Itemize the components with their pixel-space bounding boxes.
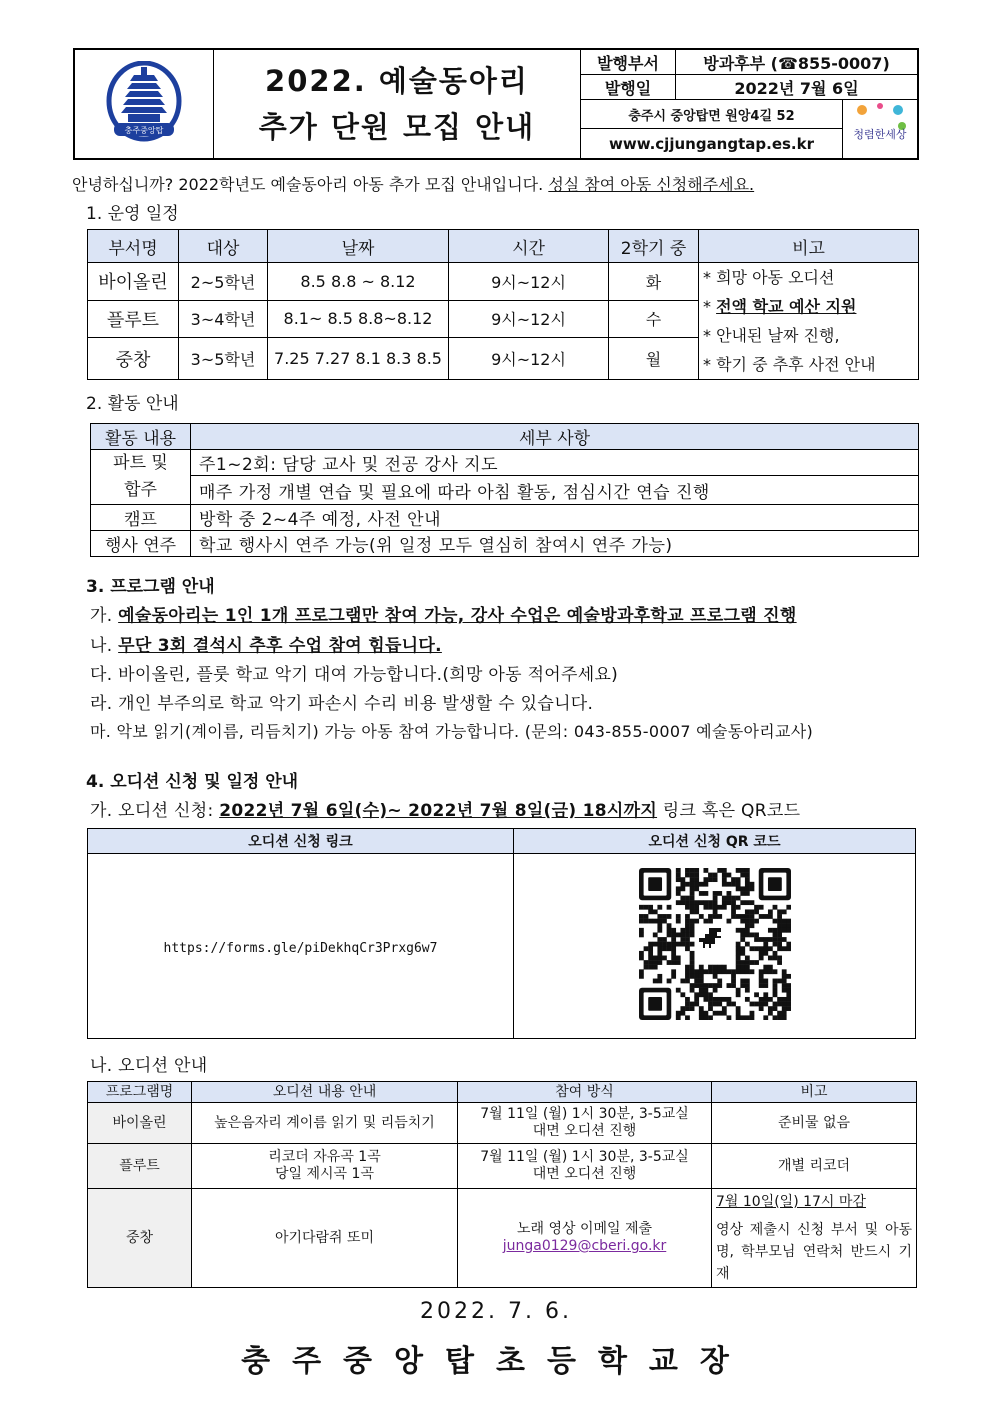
link-header: 오디션 신청 링크 <box>88 829 514 854</box>
schedule-header: 비고 <box>699 230 919 263</box>
program-item <box>90 660 618 685</box>
intro-text <box>72 172 754 195</box>
apply-suffix: 링크 혹은 QR코드 <box>657 801 801 821</box>
table-row <box>88 263 919 301</box>
audition-method <box>458 1189 712 1288</box>
item-prefix: 다. <box>90 665 119 685</box>
page-title-line1: 2022. 예술동아리 <box>265 64 529 98</box>
program-name: 중창 <box>88 1189 192 1288</box>
link-cell <box>88 854 514 1039</box>
school-logo-icon <box>106 61 182 143</box>
integrity-badge-icon <box>850 100 910 154</box>
method-line: 노래 영상 이메일 제출 <box>516 1221 653 1237</box>
intro-body: 안녕하십니까? 2022학년도 예술동아리 아동 추가 모집 안내입니다. <box>72 175 549 194</box>
time: 9시~12시 <box>449 338 609 380</box>
schedule-header: 시간 <box>449 230 609 263</box>
qr-code-icon[interactable] <box>639 868 791 1020</box>
schedule-header: 날짜 <box>268 230 449 263</box>
schedule-header: 2학기 중 <box>609 230 699 263</box>
content-line: 리코더 자유곡 1곡 <box>268 1149 381 1165</box>
item-text: 개인 부주의로 학교 악기 파손시 수리 비용 발생할 수 있습니다. <box>118 694 594 714</box>
dates: 8.1~ 8.5 8.8~8.12 <box>268 300 449 338</box>
activity-detail: 방학 중 2~4주 예정, 사전 안내 <box>191 505 919 531</box>
integrity-badge-cell <box>843 100 919 160</box>
issue-date: 2022. 7. 6. <box>420 1299 572 1324</box>
audition-content: 아기다람쥐 또미 <box>192 1189 458 1288</box>
activity-detail: 주1~2회: 담당 교사 및 전공 강사 지도 <box>191 450 919 476</box>
badge-text: 청렴한세상 <box>853 128 907 141</box>
apply-prefix: 가. 오디션 신청: <box>90 801 220 821</box>
activity-header: 세부 사항 <box>191 424 919 450</box>
dates: 7.25 7.27 8.1 8.3 8.5 <box>268 338 449 380</box>
audition-note: 준비물 없음 <box>712 1103 917 1144</box>
activity-label: 캠프 <box>91 505 191 531</box>
semester2-day: 화 <box>609 263 699 301</box>
school-signature: 충주중앙탑초등학교장 <box>241 1344 751 1379</box>
note-line: * 희망 아동 오디션 <box>703 268 835 287</box>
date-label: 발행일 <box>581 75 676 100</box>
deadline: 7월 10일(일) 17시 마감 <box>716 1194 866 1210</box>
audition-link-table <box>87 828 916 1039</box>
dept-value: 방과후부 (☎855-0007) <box>676 49 919 75</box>
email-link[interactable]: junga0129@cberi.go.kr <box>502 1238 667 1254</box>
table-row <box>91 476 919 505</box>
audition-note <box>712 1189 917 1288</box>
audition-form-link[interactable]: https://forms.gle/piDekhqCr3Prxg6w7 <box>163 940 438 956</box>
content-line: 당일 제시곡 1곡 <box>275 1166 374 1182</box>
website-link[interactable]: www.cjjungangtap.es.kr <box>581 129 843 160</box>
table-row <box>88 1144 917 1189</box>
table-row <box>91 450 919 476</box>
apply-period: 2022년 7월 6일(수)~ 2022년 7월 8일(금) 18시까지 <box>219 801 658 821</box>
guide-header: 오디션 내용 안내 <box>192 1082 458 1103</box>
program-item <box>90 631 442 656</box>
activity-detail: 매주 가정 개별 연습 및 필요에 따라 아침 활동, 점심시간 연습 진행 <box>191 476 919 505</box>
program-name: 바이올린 <box>88 1103 192 1144</box>
school-logo-cell <box>74 49 214 159</box>
audition-content <box>192 1144 458 1189</box>
schedule-table <box>87 229 919 380</box>
guide-header: 참여 방식 <box>458 1082 712 1103</box>
program-item <box>90 601 797 626</box>
page-title-line2: 추가 단원 모집 안내 <box>258 110 536 144</box>
activity-label <box>91 450 191 505</box>
item-text: 악보 읽기(계이름, 리듬치기) 가능 아동 참여 가능합니다. (문의: 043-855-0007 예술동아리교사) <box>116 722 814 741</box>
date-value: 2022년 7월 6일 <box>676 75 919 100</box>
schedule-header: 부서명 <box>88 230 179 263</box>
guide-title: 나. 오디션 안내 <box>90 1056 208 1076</box>
logo-text: 충주중앙탑 <box>124 126 164 135</box>
item-prefix: 라. <box>90 694 119 714</box>
program-item <box>90 719 813 742</box>
item-text: 바이올린, 플룻 학교 악기 대여 가능합니다.(희망 아동 적어주세요) <box>118 665 619 685</box>
method-line: 대면 오디션 진행 <box>532 1166 637 1182</box>
target-grade: 2~5학년 <box>179 263 268 301</box>
dept-name: 중창 <box>88 338 179 380</box>
item-prefix: 나. <box>90 636 119 656</box>
address: 충주시 중앙탑면 원앙4길 52 <box>581 100 843 129</box>
audition-method <box>458 1144 712 1189</box>
target-grade: 3~5학년 <box>179 338 268 380</box>
audition-guide-table <box>87 1081 917 1288</box>
method-line: 7월 11일 (월) 1시 30분, 3-5교실 <box>480 1106 689 1122</box>
audition-note: 개별 리코더 <box>712 1144 917 1189</box>
section2-title: 2. 활동 안내 <box>86 394 179 414</box>
activity-label: 행사 연주 <box>91 531 191 557</box>
guide-header: 비고 <box>712 1082 917 1103</box>
qr-header: 오디션 신청 QR 코드 <box>514 829 916 854</box>
audition-content: 높은음자리 계이름 읽기 및 리듬치기 <box>192 1103 458 1144</box>
time: 9시~12시 <box>449 263 609 301</box>
semester2-day: 수 <box>609 300 699 338</box>
intro-emphasis: 성실 참여 아동 신청해주세요. <box>548 175 755 194</box>
item-text: 무단 3회 결석시 추후 수업 참여 힘듭니다. <box>118 636 442 656</box>
activity-table <box>90 423 919 557</box>
note-line: * 안내된 날짜 진행, <box>703 326 840 345</box>
target-grade: 3~4학년 <box>179 300 268 338</box>
section3-title: 3. 프로그램 안내 <box>86 577 215 597</box>
title-cell <box>214 49 581 159</box>
table-row <box>91 505 919 531</box>
section4-title: 4. 오디션 신청 및 일정 안내 <box>86 772 299 792</box>
schedule-header: 대상 <box>179 230 268 263</box>
dept-label: 발행부서 <box>581 49 676 75</box>
method-line: 7월 11일 (월) 1시 30분, 3-5교실 <box>480 1149 689 1165</box>
audition-method <box>458 1103 712 1144</box>
activity-label-line1: 파트 및 <box>113 453 168 473</box>
apply-line <box>90 796 800 821</box>
dept-name: 바이올린 <box>88 263 179 301</box>
note-emphasis: 전액 학교 예산 지원 <box>716 297 857 316</box>
table-row <box>88 1103 917 1144</box>
time: 9시~12시 <box>449 300 609 338</box>
semester2-day: 월 <box>609 338 699 380</box>
program-item <box>90 689 593 714</box>
note-line: * 전액 학교 예산 지원 <box>703 297 857 316</box>
activity-header: 활동 내용 <box>91 424 191 450</box>
section1-title: 1. 운영 일정 <box>86 204 179 224</box>
dept-name: 플루트 <box>88 300 179 338</box>
method-line: 대면 오디션 진행 <box>532 1123 637 1139</box>
dates: 8.5 8.8 ~ 8.12 <box>268 263 449 301</box>
activity-detail: 학교 행사시 연주 가능(위 일정 모두 열심히 참여시 연주 가능) <box>191 531 919 557</box>
qr-cell <box>514 854 916 1039</box>
guide-header: 프로그램명 <box>88 1082 192 1103</box>
program-name: 플루트 <box>88 1144 192 1189</box>
item-text: 예술동아리는 1인 1개 프로그램만 참여 가능, 강사 수업은 예술방과후학교 프로그램 진행 <box>118 606 797 626</box>
header-box <box>73 48 919 160</box>
item-prefix: 가. <box>90 606 119 626</box>
note-text: 영상 제출시 신청 부서 및 아동명, 학부모님 연락처 반드시 기재 <box>716 1222 912 1282</box>
item-prefix: 마. <box>90 722 117 741</box>
activity-label-line2: 합주 <box>124 480 157 500</box>
table-row <box>91 531 919 557</box>
note-line: * 학기 중 추후 사전 안내 <box>703 355 876 374</box>
schedule-notes <box>699 263 919 380</box>
table-row <box>88 1189 917 1288</box>
